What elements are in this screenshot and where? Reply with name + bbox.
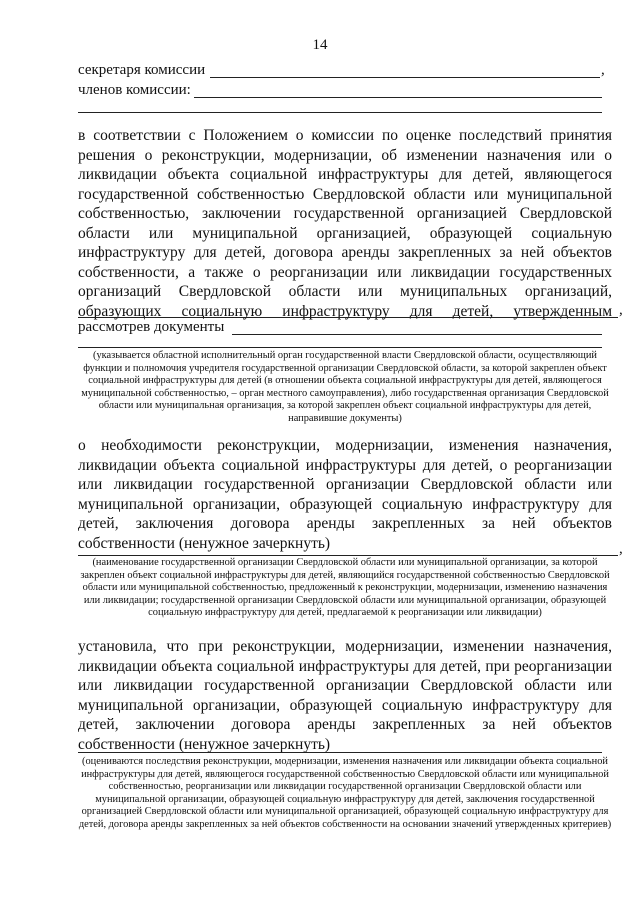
note-assessment: (оцениваются последствия реконструкции, модернизации, изменения назначения или ликвидации объекта социальной инфраструктуры для детей, являющегося государственной собственностью Свердловской области или муниципальной собственностью, реорганизации или ликвидации государственной организации Свердловской области или муниципальной организации, образующей социальную инфраструктуру для детей, заключения государственной организацией Свердловской области или муниципальной организацией, образующей социальную инфраструктуру для детей, договора аренды закрепленных за ней объектов собственности на основании значений утвержденных критериев) [78,756,612,830]
note-organization-name: (наименование государственной организации Свердловской области или муниципальной организации, за которой закреплен объект социальной инфраструктуры для детей, являющийся государственной собственностью Свердловской области или муниципальной собственностью, предложенный к реконструкции, модернизации, изменению назначения или ликвидации; государственной организации Свердловской области или муниципальной организации, образующей социальную инфраструктуру для детей, предлагаемой к реорганизации или ликвидации) [80,557,610,619]
approved-by-fill-line [78,317,618,318]
page-number: 14 [312,37,328,53]
assessment-fill-line [78,752,602,753]
documents-fill-line-2 [78,347,602,348]
organization-fill-line [78,555,618,556]
paragraph-regulation: в соответствии с Положением о комиссии по оценке последствий принятия решения о реконструкции, модернизации, об изменении назначения или о ликвидации объекта социальной инфраструктуры для детей, являющегося государственной собственностью Свердловской области или муниципальной собственностью, заключении государственной организацией Свердловской области или муниципальной организацией, образующей социальную инфраструктуру для детей, договора аренды закрепленных за ней объектов собственности, а также о реорганизации или ликвидации государственных организаций Свердловской области или муниципальных организаций, образующих социальную инфраструктуру для детей, утвержденным [78,127,612,320]
secretary-label: секретаря комиссии [78,62,206,78]
secretary-comma: , [601,62,605,78]
note-submitting-body: (указывается областной исполнительный орган государственной власти Свердловской области, осуществляющий функции и полномочия учредителя государственной организации Свердловской области, за которой закреплен объект социальной инфраструктуры для детей (в отношении объекта социальной инфраструктуры для детей, являющегося муниципальной собственностью, – орган местного самоуправления), либо государственная организация Свердловской области или муниципальная организация, за которой закреплен объект социальной инфраструктуры для детей, направившие документы) [81,350,609,424]
documents-fill-line-1 [232,334,602,335]
members-fill-line-1 [194,97,602,98]
members-fill-line-2 [78,112,602,113]
secretary-fill-line [210,77,600,78]
documents-label: рассмотрев документы [78,319,225,335]
members-label: членов комиссии: [78,82,191,98]
organization-comma: , [619,541,623,557]
approved-by-comma: , [619,302,623,318]
paragraph-necessity: о необходимости реконструкции, модернизации, изменения назначения, ликвидации объекта социальной инфраструктуры для детей, о реорганизации или ликвидации государственной организации Свердловской области или муниципальной организации, образующей социальную инфраструктуру для детей, заключения договора аренды закрепленных за ней объектов собственности (ненужное зачеркнуть) [78,437,612,552]
paragraph-established: установила, что при реконструкции, модернизации, изменении назначения, ликвидации объекта социальной инфраструктуры для детей, при реорганизации или ликвидации государственной организации Свердловской области или муниципальной организации, образующей социальную инфраструктуру для детей, заключении договора аренды закрепленных за ней объектов собственности (ненужное зачеркнуть) [78,638,612,753]
